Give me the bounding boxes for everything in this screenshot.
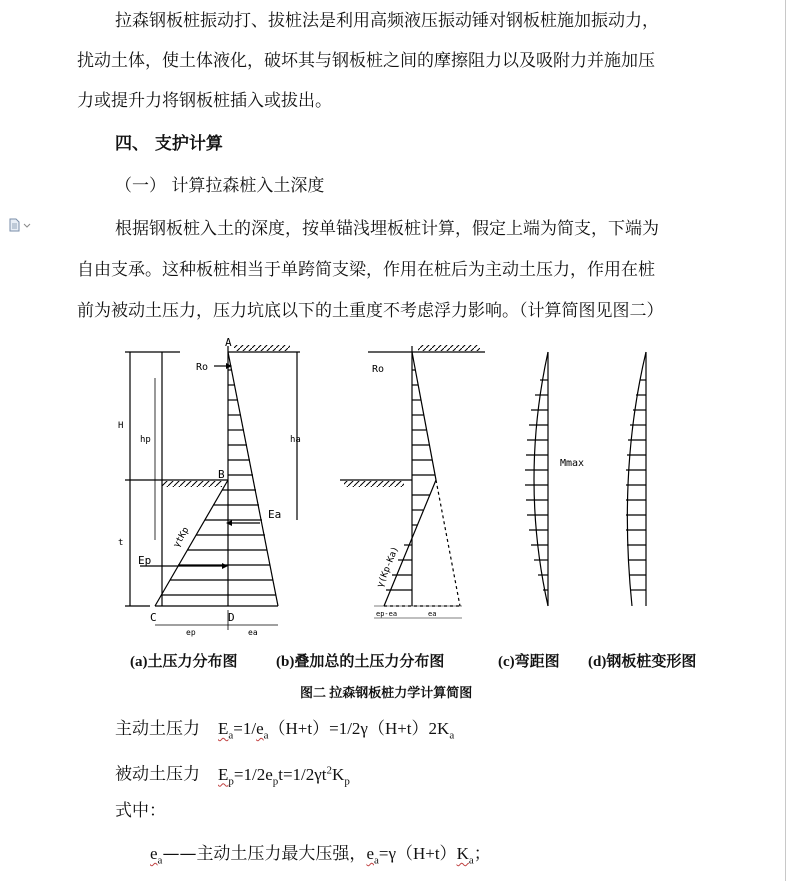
paragraph-line: 自由支承。这种板桩相当于单跨简支梁，作用在桩后为主动土压力，作用在桩 xyxy=(77,260,655,280)
paragraph-line: 根据钢板桩入土的深度，按单锚浅埋板桩计算，假定上端为简支，下端为 xyxy=(115,219,659,239)
label-Ra: Ro xyxy=(372,364,385,375)
definition-ea: $e_a——$主动土压力最大压强，$e_a=\gamma(H+t)K_a$； xyxy=(150,844,491,867)
paragraph-line: 扰动土体，使土体液化，破坏其与钢板桩之间的摩擦阻力以及吸附力并施加压 xyxy=(77,51,655,71)
formula-symbol: $E_a$ xyxy=(218,719,234,742)
where-label: 式中： xyxy=(115,801,166,821)
formula-label: 主动土压力 xyxy=(115,719,200,739)
figure-diagram xyxy=(0,330,797,640)
formula-symbol: $E_p$ xyxy=(218,764,234,788)
paragraph-line: 前为被动土压力，压力坑底以下的土重度不考虑浮力影响。（计算简图见图二） xyxy=(77,301,664,321)
subsection-heading: （一） 计算拉森桩入土深度 xyxy=(115,176,325,196)
label-Ea: Ea xyxy=(268,508,282,521)
label-D: D xyxy=(228,611,235,624)
label-ea: ea xyxy=(428,610,437,618)
label-ep-ea: ep-ea xyxy=(376,610,398,618)
label-Ra: Ro xyxy=(196,362,209,373)
formula-label: 被动土压力 xyxy=(115,764,200,785)
formula-symbol: $e_a$ xyxy=(256,719,269,742)
paragraph-line: 拉森钢板桩振动打、拔桩法是利用高频液压振动锤对钢板桩施加振动力， xyxy=(115,11,659,31)
label-C: C xyxy=(150,611,157,624)
document-icon[interactable] xyxy=(8,218,32,232)
label-H: H xyxy=(118,421,124,431)
caption-b: (b)叠加总的土压力分布图 xyxy=(276,654,445,670)
label-mmax: Mmax xyxy=(560,458,585,469)
label-hp: hp xyxy=(140,435,151,445)
caption-a: (a)土压力分布图 xyxy=(130,654,238,670)
label-t: t xyxy=(118,538,124,548)
label-B: B xyxy=(218,468,225,481)
formula-symbol: $K_a$ xyxy=(456,844,474,867)
paragraph-line: 力或提升力将钢板桩插入或拔出。 xyxy=(77,91,332,111)
figure-title: 图二 拉森钢板桩力学计算简图 xyxy=(300,685,473,700)
formula-symbol: $e_a$ xyxy=(366,844,379,867)
formula-passive: 被动土压力 $E_p=1/2e_pt=1/2\gamma t^2K_p$ xyxy=(115,764,350,788)
formula-active: 主动土压力 $E_a=1/e_a(H+t)=1/2\gamma(H+t)2K_a$ xyxy=(115,719,455,742)
label-gamma-kp-ka: γ(Kp-Ka) xyxy=(375,545,402,590)
formula-symbol: $e_a$ xyxy=(150,844,163,867)
section-heading: 四、 支护计算 xyxy=(115,134,223,154)
label-A: A xyxy=(225,336,232,349)
caption-d: (d)钢板桩变形图 xyxy=(588,654,697,670)
label-Ep: Ep xyxy=(138,554,152,567)
label-ea: ea xyxy=(248,628,258,637)
label-ep: ep xyxy=(186,628,196,637)
label-ha: ha xyxy=(290,435,301,445)
label-gamma-t-kp: γtKp xyxy=(171,525,192,550)
caption-c: (c)弯距图 xyxy=(498,654,560,670)
